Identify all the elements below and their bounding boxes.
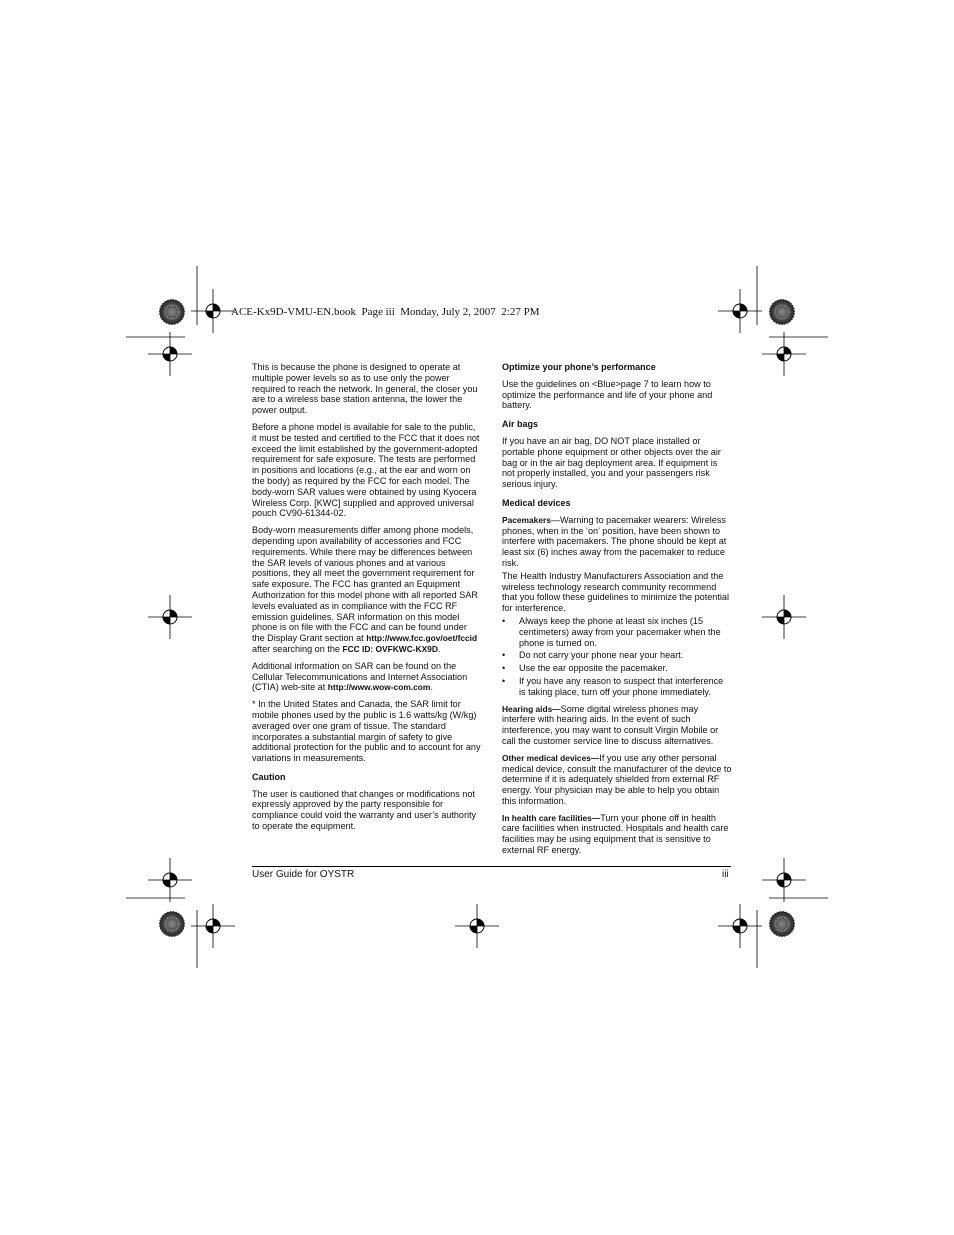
pacemaker-guidelines-list: [502, 616, 732, 698]
caution-heading: Caution: [252, 771, 286, 782]
hearing-aids-paragraph: Hearing aids—Some digital wireless phones may interfere with hearing aids. In the event of such interference, you may want to consult Virgin Mobile or call the customer service line to discuss alternatives.: [502, 703, 719, 746]
airbags-paragraph: If you have an air bag, DO NOT place installed or portable phone equipment or other objects over the air bag or in the air bag deployment area. If equipment is not properly installed, you and your passengers risk serious injury.: [502, 435, 721, 490]
list-item: • Use the ear opposite the pacemaker.: [502, 663, 732, 674]
medical-devices-heading: Medical devices: [502, 497, 571, 508]
hearing-aids-label: Hearing aids—: [502, 703, 561, 714]
list-item: • Always keep the phone at least six inches (15 centimeters) away from your pacemaker when the phone is turned on.: [502, 616, 732, 648]
airbags-heading: Air bags: [502, 419, 539, 430]
ctia-paragraph: Additional information on SAR can be found on the Cellular Telecommunications and Internet Association (CTIA) web-site at http://www.wow-com.com.: [252, 660, 468, 693]
other-devices-label: Other medical devices—: [502, 752, 600, 763]
list-item: • If you have any reason to suspect that interference is taking place, turn off your phone immediately.: [502, 676, 732, 698]
list-item: • Do not carry your phone near your heart.: [502, 650, 732, 661]
optimize-paragraph: Use the guidelines on <Blue>page 7 to learn how to optimize the performance and life of your phone and battery.: [502, 378, 713, 411]
sar-limit-note: * In the United States and Canada, the SAR limit for mobile phones used by the public is 1.6 watts/kg (W/kg) averaged over one gram of tissue. The standard incorporates a substantial margin of safety to give additional protection for the public and to account for any variations in measurements.: [252, 699, 481, 764]
health-care-paragraph: In health care facilities—Turn your phone off in health care facilities when instructed. Hospitals and health care facilities may be using equipment that is sensitive to external RF energy.: [502, 812, 729, 856]
book-header: ACE-Kx9D-VMU-EN.book Page iii Monday, July 2, 2007 2:27 PM: [231, 306, 540, 318]
fcc-testing-paragraph: Before a phone model is available for sale to the public, it must be tested and certified to the FCC that it does not exceed the limit established by the government-adopted requirement for safe exposure. The tests are performed in positions and locations (e.g., at the ear and worn on the body) as required by the FCC for each model. The body-worn SAR values were obtained by using Kyocera Wireless Corp. [KWC] supplied and approved universal pouch CV90-61344-02.: [252, 421, 480, 519]
sar-power-paragraph: This is because the phone is designed to operate at multiple power levels so as to use only the power required to reach the network. In general, the closer you are to a wireless base station antenna, the lower the power output.: [252, 362, 478, 416]
footer-guide-title: User Guide for OYSTR: [252, 869, 355, 880]
caution-paragraph: The user is cautioned that changes or modifications not expressly approved by the party responsible for compliance could void the warranty and user’s authority to operate the equipment.: [252, 788, 477, 832]
right-column: [502, 362, 732, 862]
ctia-url-link[interactable]: http://www.wow-com.com: [327, 682, 431, 693]
left-column: [252, 362, 482, 838]
hima-paragraph: The Health Industry Manufacturers Association and the wireless technology research community recommend that you follow these guidelines to minimize the potential for interference.: [502, 570, 729, 614]
other-devices-paragraph: Other medical devices—If you use any other personal medical device, consult the manufacturer of the device to determine if it is adequately shielded from external RF energy. Your physician may be able to help you obtain this information.: [502, 752, 732, 806]
page-number: iii: [722, 869, 729, 880]
pacemakers-paragraph: Pacemakers—Warning to pacemaker wearers: Wireless phones, when in the ‘on’ position, have been shown to interfere with pacemakers. The phone should be kept at least six (6) inches away from the pacemaker to reduce risk.: [502, 514, 727, 568]
fcc-url-link[interactable]: http://www.fcc.gov/oet/fccid: [366, 633, 478, 644]
optimize-heading: Optimize your phone’s performance: [502, 362, 656, 372]
footer-rule: [252, 866, 731, 867]
body-worn-paragraph: Body-worn measurements differ among phone models, depending upon availability of accessories and FCC requirements. While there may be differences between the SAR levels of various phones and at various positions, they all meet the government requirement for safe exposure. The FCC has granted an Equipment Authorization for this model phone with all reported SAR levels evaluated as in compliance with the FCC RF emission guidelines. SAR information on this model phone is on file with the FCC and can be found under the Display Grant section at http://www.fcc.gov/oet/fccid after searching on the FCC ID: OVFKWC-KX9D.: [252, 525, 478, 654]
pacemakers-label: Pacemakers: [502, 514, 551, 525]
fcc-id: FCC ID: OVFKWC-KX9D: [342, 643, 438, 654]
health-care-label: In health care facilities—: [502, 812, 601, 823]
